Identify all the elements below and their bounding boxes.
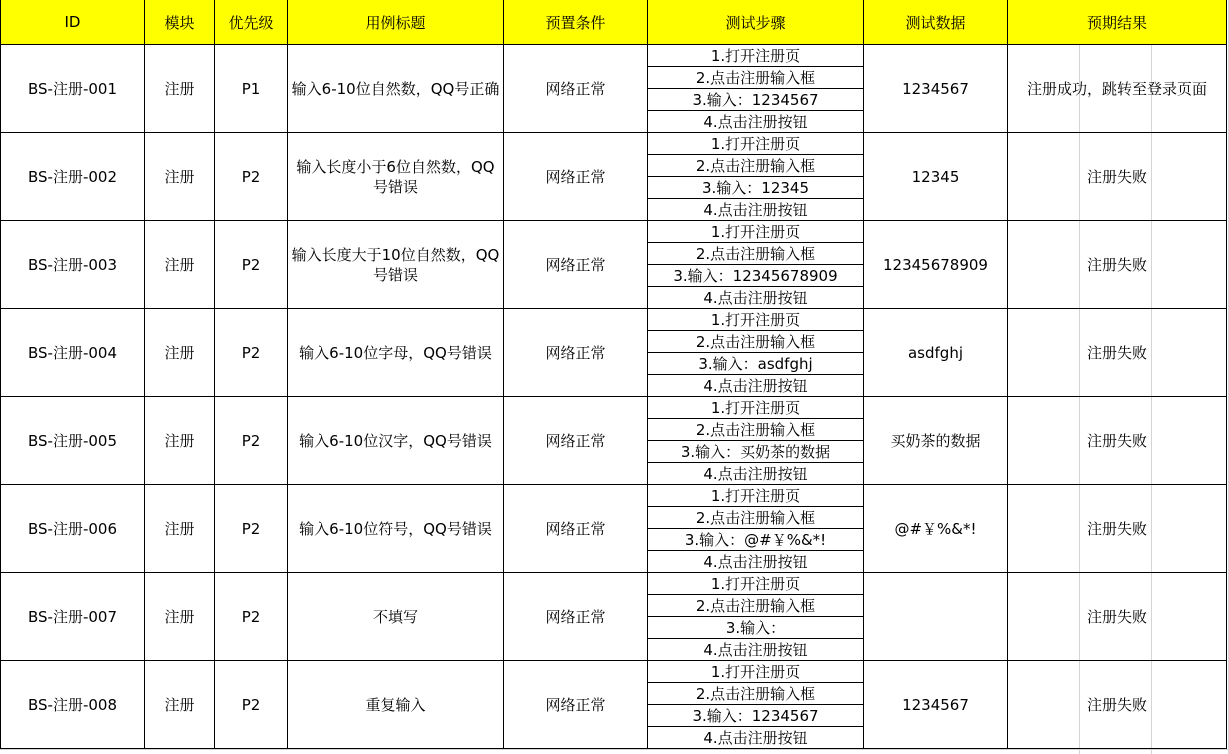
test-step-cell[interactable]: 1.打开注册页	[648, 221, 864, 243]
cell-expected[interactable]: 注册失败	[1008, 661, 1227, 749]
test-step-cell[interactable]: 3.输入：@#￥%&*!	[648, 529, 864, 551]
test-step-cell[interactable]: 4.点击注册按钮	[648, 463, 864, 485]
cell-id[interactable]: BS-注册-007	[0, 573, 145, 661]
cell-expected[interactable]: 注册失败	[1008, 309, 1227, 397]
cell-data[interactable]: @#￥%&*!	[864, 485, 1008, 573]
test-step-cell[interactable]: 2.点击注册输入框	[648, 419, 864, 441]
sheet-gridline	[0, 749, 1229, 750]
cell-expected[interactable]: 注册失败	[1008, 485, 1227, 573]
test-step-cell[interactable]: 1.打开注册页	[648, 45, 864, 67]
header-cell-module[interactable]: 模块	[145, 0, 215, 45]
cell-data[interactable]: 1234567	[864, 661, 1008, 749]
cell-module[interactable]: 注册	[145, 397, 215, 485]
test-step-cell[interactable]: 2.点击注册输入框	[648, 683, 864, 705]
cell-id[interactable]: BS-注册-001	[0, 45, 145, 133]
test-step-cell[interactable]: 2.点击注册输入框	[648, 155, 864, 177]
cell-precondition[interactable]: 网络正常	[504, 133, 648, 221]
cell-id[interactable]: BS-注册-003	[0, 221, 145, 309]
cell-title[interactable]: 输入长度大于10位自然数，QQ号错误	[288, 221, 504, 309]
test-step-cell[interactable]: 3.输入：	[648, 617, 864, 639]
cell-title[interactable]: 输入6-10位字母，QQ号错误	[288, 309, 504, 397]
cell-precondition[interactable]: 网络正常	[504, 661, 648, 749]
cell-data[interactable]: 买奶茶的数据	[864, 397, 1008, 485]
test-step-cell[interactable]: 3.输入：12345	[648, 177, 864, 199]
header-cell-precondition[interactable]: 预置条件	[504, 0, 648, 45]
cell-title[interactable]: 重复输入	[288, 661, 504, 749]
cell-data[interactable]: 1234567	[864, 45, 1008, 133]
cell-module[interactable]: 注册	[145, 573, 215, 661]
test-step-cell[interactable]: 1.打开注册页	[648, 397, 864, 419]
cell-priority[interactable]: P2	[215, 485, 288, 573]
cell-data[interactable]: 12345678909	[864, 221, 1008, 309]
test-step-cell[interactable]: 2.点击注册输入框	[648, 595, 864, 617]
test-step-cell[interactable]: 3.输入：1234567	[648, 89, 864, 111]
cell-module[interactable]: 注册	[145, 661, 215, 749]
cell-priority[interactable]: P2	[215, 221, 288, 309]
cell-priority[interactable]: P2	[215, 133, 288, 221]
cell-id[interactable]: BS-注册-005	[0, 397, 145, 485]
cell-priority[interactable]: P2	[215, 309, 288, 397]
cell-priority[interactable]: P1	[215, 45, 288, 133]
cell-data[interactable]	[864, 573, 1008, 661]
header-cell-id[interactable]: ID	[0, 0, 145, 45]
cell-precondition[interactable]: 网络正常	[504, 397, 648, 485]
cell-id[interactable]: BS-注册-004	[0, 309, 145, 397]
test-step-cell[interactable]: 3.输入：1234567	[648, 705, 864, 727]
cell-data[interactable]: asdfghj	[864, 309, 1008, 397]
cell-priority[interactable]: P2	[215, 397, 288, 485]
header-cell-priority[interactable]: 优先级	[215, 0, 288, 45]
test-step-cell[interactable]: 1.打开注册页	[648, 133, 864, 155]
cell-id[interactable]: BS-注册-006	[0, 485, 145, 573]
cell-title[interactable]: 不填写	[288, 573, 504, 661]
cell-id[interactable]: BS-注册-008	[0, 661, 145, 749]
test-step-cell[interactable]: 3.输入：12345678909	[648, 265, 864, 287]
cell-title[interactable]: 输入6-10位自然数，QQ号正确	[288, 45, 504, 133]
test-step-cell[interactable]: 4.点击注册按钮	[648, 287, 864, 309]
cell-precondition[interactable]: 网络正常	[504, 45, 648, 133]
cell-priority[interactable]: P2	[215, 661, 288, 749]
cell-id[interactable]: BS-注册-002	[0, 133, 145, 221]
cell-title[interactable]: 输入6-10位符号，QQ号错误	[288, 485, 504, 573]
cell-title[interactable]: 输入6-10位汉字，QQ号错误	[288, 397, 504, 485]
test-step-cell[interactable]: 2.点击注册输入框	[648, 331, 864, 353]
test-step-cell[interactable]: 4.点击注册按钮	[648, 639, 864, 661]
cell-expected[interactable]: 注册成功，跳转至登录页面	[1008, 45, 1227, 133]
test-step-cell[interactable]: 1.打开注册页	[648, 661, 864, 683]
cell-module[interactable]: 注册	[145, 133, 215, 221]
test-step-cell[interactable]: 1.打开注册页	[648, 573, 864, 595]
test-step-cell[interactable]: 4.点击注册按钮	[648, 111, 864, 133]
test-step-cell[interactable]: 4.点击注册按钮	[648, 199, 864, 221]
cell-precondition[interactable]: 网络正常	[504, 221, 648, 309]
test-step-cell[interactable]: 2.点击注册输入框	[648, 243, 864, 265]
cell-module[interactable]: 注册	[145, 45, 215, 133]
cell-module[interactable]: 注册	[145, 221, 215, 309]
header-cell-steps[interactable]: 测试步骤	[648, 0, 864, 45]
test-step-cell[interactable]: 4.点击注册按钮	[648, 727, 864, 749]
cell-module[interactable]: 注册	[145, 309, 215, 397]
header-cell-data[interactable]: 测试数据	[864, 0, 1008, 45]
test-step-cell[interactable]: 1.打开注册页	[648, 309, 864, 331]
cell-precondition[interactable]: 网络正常	[504, 485, 648, 573]
test-step-cell[interactable]: 3.输入：买奶茶的数据	[648, 441, 864, 463]
cell-expected[interactable]: 注册失败	[1008, 397, 1227, 485]
cell-precondition[interactable]: 网络正常	[504, 309, 648, 397]
cell-expected[interactable]: 注册失败	[1008, 133, 1227, 221]
test-step-cell[interactable]: 2.点击注册输入框	[648, 67, 864, 89]
cell-data[interactable]: 12345	[864, 133, 1008, 221]
test-step-cell[interactable]: 2.点击注册输入框	[648, 507, 864, 529]
header-cell-title[interactable]: 用例标题	[288, 0, 504, 45]
cell-precondition[interactable]: 网络正常	[504, 573, 648, 661]
test-step-cell[interactable]: 4.点击注册按钮	[648, 375, 864, 397]
header-cell-expected[interactable]: 预期结果	[1008, 0, 1227, 45]
cell-expected[interactable]: 注册失败	[1008, 573, 1227, 661]
test-step-cell[interactable]: 1.打开注册页	[648, 485, 864, 507]
cell-expected[interactable]: 注册失败	[1008, 221, 1227, 309]
test-step-cell[interactable]: 4.点击注册按钮	[648, 551, 864, 573]
test-step-cell[interactable]: 3.输入：asdfghj	[648, 353, 864, 375]
cell-priority[interactable]: P2	[215, 573, 288, 661]
cell-title[interactable]: 输入长度小于6位自然数，QQ号错误	[288, 133, 504, 221]
cell-module[interactable]: 注册	[145, 485, 215, 573]
